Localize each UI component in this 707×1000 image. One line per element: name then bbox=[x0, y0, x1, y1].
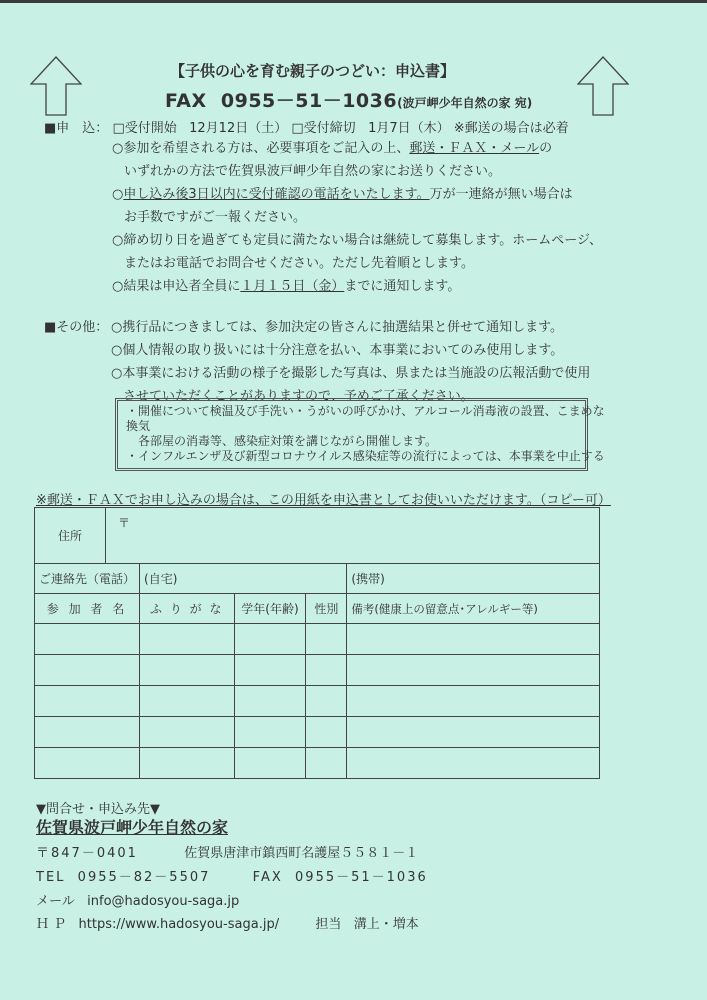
homepage-url[interactable]: https://www.hadosyou-saga.jp/ bbox=[78, 917, 280, 932]
other-line: させていただくことがありますので、予めご了承ください。 bbox=[123, 389, 474, 404]
participant-grade-field[interactable] bbox=[234, 624, 306, 655]
form-title: 【子供の心を育む親子のつどい：申込書】 bbox=[170, 62, 456, 80]
staff-label: 担当 bbox=[315, 917, 342, 932]
other-label: ■その他： bbox=[44, 320, 109, 335]
homepage-line bbox=[36, 913, 419, 932]
mobile-phone-field[interactable] bbox=[347, 564, 600, 594]
infection-notice-box bbox=[115, 398, 605, 471]
participant-name-field[interactable] bbox=[35, 655, 140, 686]
fax-destination: (波戸岬少年自然の家 宛) bbox=[397, 96, 533, 110]
mail-note: ※郵送の場合は必着 bbox=[453, 121, 569, 136]
participant-header-row bbox=[35, 594, 600, 624]
participant-gender-field[interactable] bbox=[306, 624, 347, 655]
participant-furigana-field[interactable] bbox=[140, 748, 234, 779]
participant-gender-field[interactable] bbox=[306, 686, 347, 717]
address-field[interactable] bbox=[106, 508, 600, 564]
other-line: ○本事業における活動の様子を撮影した写真は、県または当施設の広報活動で使用 bbox=[111, 366, 591, 381]
home-phone-label: (自宅) bbox=[144, 572, 178, 586]
participant-gender-field[interactable] bbox=[306, 655, 347, 686]
participant-furigana-field[interactable] bbox=[140, 717, 234, 748]
tel-label: TEL bbox=[36, 870, 66, 885]
participant-furigana-field[interactable] bbox=[140, 624, 234, 655]
page-top-edge bbox=[0, 0, 707, 3]
application-line: ○結果は申込者全員に１月１５日（金）までに通知します。 bbox=[112, 279, 461, 294]
fax-label: FAX bbox=[252, 870, 283, 885]
mobile-phone-label: (携帯) bbox=[351, 572, 385, 586]
contact-heading: ▼問合せ・申込み先▼ bbox=[36, 802, 160, 817]
postal-address-line bbox=[36, 842, 418, 861]
participant-remarks-field[interactable] bbox=[347, 717, 600, 748]
notice-line: ・インフルエンザ及び新型コロナウイルス感染症等の流行によっては、本事業を中止する bbox=[126, 448, 605, 463]
up-arrow-icon bbox=[577, 56, 629, 116]
participant-row bbox=[35, 624, 600, 655]
participant-remarks-field[interactable] bbox=[347, 748, 600, 779]
participant-gender-field[interactable] bbox=[306, 748, 347, 779]
other-line: ○個人情報の取り扱いには十分注意を払い、本事業においてのみ使用します。 bbox=[111, 343, 564, 358]
street-address: 佐賀県唐津市鎮西町名護屋５５８１－１ bbox=[184, 846, 419, 861]
phone-fax-line bbox=[36, 866, 428, 885]
other-line: ○携行品につきましては、参加決定の皆さんに抽選結果と併せて通知します。 bbox=[111, 320, 564, 335]
contact-phone-label: ご連絡先（電話） bbox=[35, 564, 140, 594]
application-line: ○参加を希望される方は、必要事項をご記入の上、郵送・ＦＡＸ・メールの bbox=[112, 141, 553, 156]
notice-line: 各部屋の消毒等、感染症対策を講じながら開催します。 bbox=[126, 434, 438, 448]
notice-line: 換気 bbox=[126, 418, 151, 433]
application-label: ■申 込： bbox=[44, 121, 109, 136]
participant-grade-field[interactable] bbox=[234, 748, 306, 779]
participant-row bbox=[35, 717, 600, 748]
participant-remarks-field[interactable] bbox=[347, 655, 600, 686]
open-label: □受付開始 bbox=[112, 121, 177, 136]
participant-row bbox=[35, 686, 600, 717]
column-header-grade: 学年(年齢) bbox=[234, 594, 306, 624]
participant-name-field[interactable] bbox=[35, 748, 140, 779]
column-header-remarks: 備考(健康上の留意点･アレルギー等) bbox=[347, 594, 600, 624]
email-address[interactable]: info@hadosyou-saga.jp bbox=[87, 894, 240, 909]
postal-code: 〒847－0401 bbox=[36, 846, 138, 861]
address-label: 住所 bbox=[35, 508, 106, 564]
application-line: ○締め切り日を過ぎても定員に満たない場合は継続して募集します。ホームページ、 bbox=[112, 233, 603, 248]
fax-number: 0955－51－1036 bbox=[220, 90, 398, 112]
up-arrow-icon bbox=[30, 56, 82, 116]
column-header-name: 参 加 者 名 bbox=[35, 594, 140, 624]
application-form-table bbox=[34, 507, 600, 779]
application-line: お手数ですがご一報ください。 bbox=[124, 210, 307, 225]
homepage-label: Ｈ Ｐ bbox=[36, 917, 67, 932]
participant-furigana-field[interactable] bbox=[140, 686, 234, 717]
participant-row bbox=[35, 748, 600, 779]
postal-mark: 〒 bbox=[118, 516, 131, 530]
participant-name-field[interactable] bbox=[35, 686, 140, 717]
close-label: □受付締切 bbox=[291, 121, 356, 136]
column-header-gender: 性別 bbox=[306, 594, 347, 624]
participant-grade-field[interactable] bbox=[234, 686, 306, 717]
participant-gender-field[interactable] bbox=[306, 717, 347, 748]
open-date: 12月12日（土） bbox=[189, 121, 288, 136]
home-phone-field[interactable] bbox=[140, 564, 347, 594]
email-label: メール bbox=[36, 894, 75, 909]
application-line: またはお電話でお問合せください。ただし先着順とします。 bbox=[124, 256, 474, 271]
column-header-furigana: ふ り が な bbox=[140, 594, 234, 624]
fax-label: FAX bbox=[165, 90, 207, 112]
organization-name: 佐賀県波戸岬少年自然の家 bbox=[36, 818, 229, 837]
application-line: ○申し込み後3日以内に受付確認の電話をいたします。万が一連絡が無い場合は bbox=[112, 187, 573, 202]
participant-remarks-field[interactable] bbox=[347, 686, 600, 717]
close-date: 1月7日（木） bbox=[368, 121, 450, 136]
participant-grade-field[interactable] bbox=[234, 655, 306, 686]
application-line: いずれかの方法で佐賀県波戸岬少年自然の家にお送りください。 bbox=[124, 164, 502, 179]
tel-number: 0955－82－5507 bbox=[77, 870, 211, 885]
form-usage-note: ※郵送・ＦＡＸでお申し込みの場合は、この用紙を申込書としてお使いいただけます。（コピー可） bbox=[36, 493, 611, 508]
fax-number: 0955－51－1036 bbox=[295, 870, 428, 885]
participant-remarks-field[interactable] bbox=[347, 624, 600, 655]
participant-name-field[interactable] bbox=[35, 717, 140, 748]
participant-grade-field[interactable] bbox=[234, 717, 306, 748]
application-period-line bbox=[44, 117, 569, 136]
email-line bbox=[36, 890, 239, 909]
notice-line: ・開催について検温及び手洗い・うがいの呼びかけ、アルコール消毒液の設置、こまめな bbox=[126, 404, 605, 418]
participant-name-field[interactable] bbox=[35, 624, 140, 655]
participant-row bbox=[35, 655, 600, 686]
participant-furigana-field[interactable] bbox=[140, 655, 234, 686]
staff-names: 溝上・増本 bbox=[353, 917, 419, 932]
header-fax bbox=[165, 86, 532, 113]
